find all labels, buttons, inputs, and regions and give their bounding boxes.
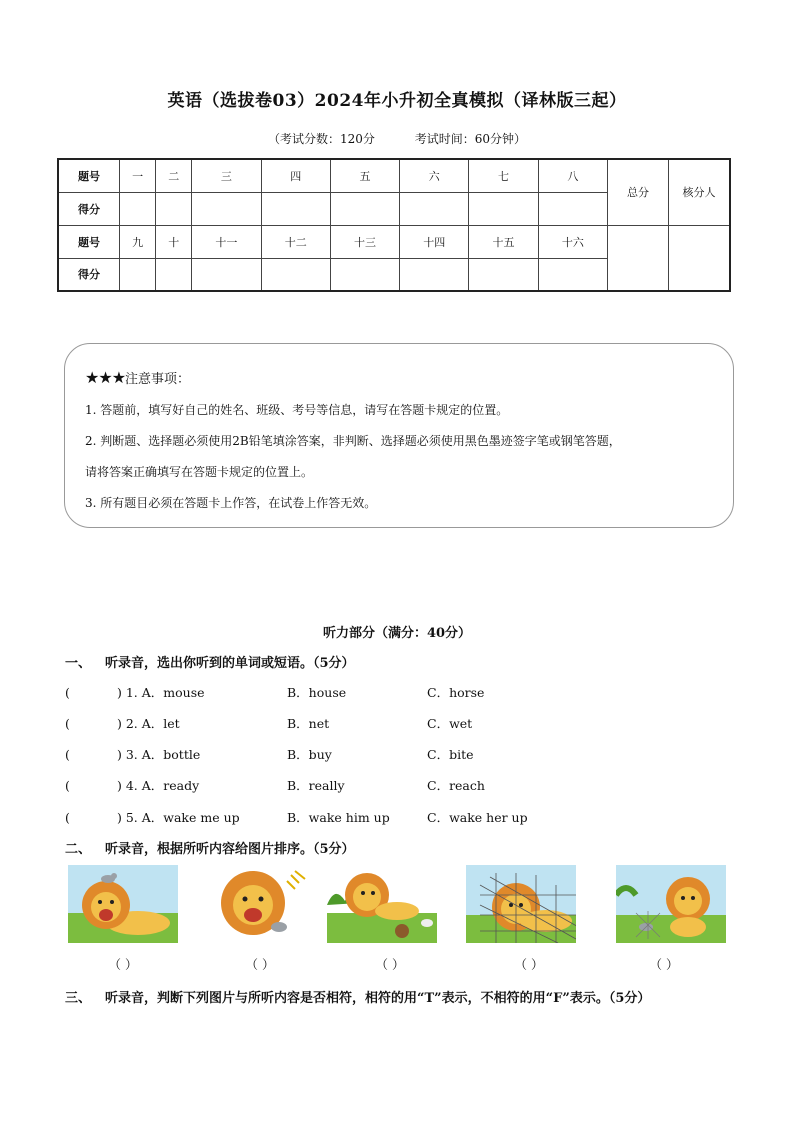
col-7: 七 bbox=[469, 159, 538, 192]
score-cell bbox=[400, 258, 469, 291]
question-1-heading: 一、 听录音，选出你听到的单词或短语。（5分） bbox=[65, 656, 355, 671]
notice-item: 1. 答题前，填写好自己的姓名、班级、考号等信息，请写在答题卡规定的位置。 bbox=[85, 403, 509, 417]
answer-blank[interactable]: ) 3. A．bottle bbox=[117, 747, 201, 762]
col-14: 十四 bbox=[400, 225, 469, 258]
lion-picture-1 bbox=[68, 865, 178, 943]
score-cell bbox=[192, 192, 261, 225]
score-cell bbox=[469, 192, 538, 225]
col-2: 二 bbox=[156, 159, 192, 192]
answer-blank[interactable]: ) 2. A．let bbox=[117, 716, 180, 731]
answer-blank[interactable]: （ ） bbox=[375, 957, 405, 972]
star-icon: ★★★ bbox=[85, 368, 126, 387]
score-cell bbox=[261, 258, 330, 291]
col-13: 十三 bbox=[330, 225, 399, 258]
answer-blank[interactable]: ) 5. A．wake me up bbox=[117, 810, 240, 825]
col-3: 三 bbox=[192, 159, 261, 192]
question-3-heading: 三、 听录音，判断下列图片与所听内容是否相符，相符的用“T”表示，不相符的用“F”表示。（5分） bbox=[65, 991, 651, 1006]
col-16: 十六 bbox=[538, 225, 607, 258]
col-10: 十 bbox=[156, 225, 192, 258]
score-cell bbox=[120, 258, 156, 291]
score-cell bbox=[538, 258, 607, 291]
col-11: 十一 bbox=[192, 225, 261, 258]
col-9: 九 bbox=[120, 225, 156, 258]
notice-box bbox=[64, 343, 734, 528]
col-1: 一 bbox=[120, 159, 156, 192]
row-label-score: 得分 bbox=[58, 192, 120, 225]
notice-item: 2. 判断题、选择题必须使用2B铅笔填涂答案，非判断、选择题必须使用黑色墨迹签字笔或钢笔答题， bbox=[85, 434, 621, 448]
lion-picture-3 bbox=[327, 865, 437, 943]
checker-label: 核分人 bbox=[669, 159, 731, 225]
score-cell bbox=[156, 258, 192, 291]
row-label-question: 题号 bbox=[58, 159, 120, 192]
score-cell bbox=[261, 192, 330, 225]
answer-blank[interactable]: （ ） bbox=[649, 957, 679, 972]
answer-blank[interactable]: ) 1. A．mouse bbox=[117, 685, 205, 700]
score-cell bbox=[538, 192, 607, 225]
checker-cell bbox=[669, 225, 731, 291]
score-cell bbox=[156, 192, 192, 225]
question-2-heading: 二、 听录音，根据所听内容给图片排序。（5分） bbox=[65, 842, 355, 857]
score-cell bbox=[330, 192, 399, 225]
col-6: 六 bbox=[400, 159, 469, 192]
score-cell bbox=[192, 258, 261, 291]
col-8: 八 bbox=[538, 159, 607, 192]
score-cell bbox=[469, 258, 538, 291]
answer-blank[interactable]: （ ） bbox=[514, 957, 544, 972]
notice-item: 3. 所有题目必须在答题卡上作答，在试卷上作答无效。 bbox=[85, 496, 377, 510]
exam-title: 英语（选拔卷03）2024年小升初全真模拟（译林版三起） bbox=[167, 91, 627, 111]
exam-subtitle bbox=[0, 130, 794, 147]
col-5: 五 bbox=[330, 159, 399, 192]
lion-picture-4 bbox=[466, 865, 576, 943]
score-info: （考试分数：120分 bbox=[267, 132, 375, 146]
score-cell bbox=[400, 192, 469, 225]
score-table bbox=[57, 158, 731, 292]
answer-blank[interactable]: （ ） bbox=[245, 957, 275, 972]
row-label-question: 题号 bbox=[58, 225, 120, 258]
col-12: 十二 bbox=[261, 225, 330, 258]
notice-item: 请将答案正确填写在答题卡规定的位置上。 bbox=[85, 465, 314, 479]
lion-picture-2 bbox=[205, 865, 315, 943]
row-label-score: 得分 bbox=[58, 258, 120, 291]
col-4: 四 bbox=[261, 159, 330, 192]
answer-blank[interactable]: （ ） bbox=[108, 957, 138, 972]
col-15: 十五 bbox=[469, 225, 538, 258]
notice-heading: ★★★注意事项： bbox=[85, 368, 191, 387]
score-cell bbox=[330, 258, 399, 291]
total-score-label: 总分 bbox=[608, 159, 669, 225]
lion-picture-5 bbox=[616, 865, 726, 943]
answer-blank[interactable]: ) 4. A．ready bbox=[117, 778, 200, 793]
score-cell bbox=[120, 192, 156, 225]
total-score-cell bbox=[608, 225, 669, 291]
listening-section-title: 听力部分（满分：40分） bbox=[322, 626, 472, 641]
time-info: 考试时间：60分钟） bbox=[414, 132, 526, 146]
